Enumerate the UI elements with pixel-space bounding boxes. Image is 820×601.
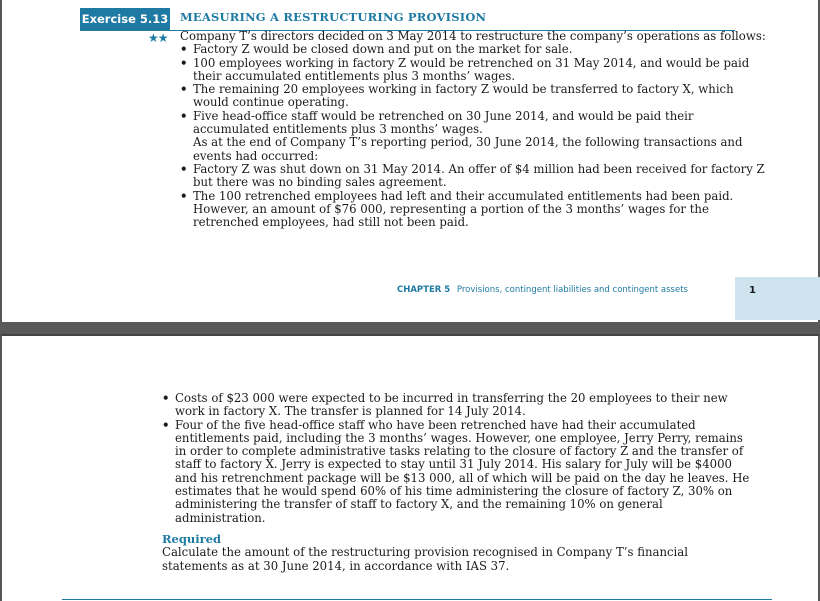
events-intro: As at the end of Company T’s reporting period, 30 June 2014, the following transactions and events had occurred: — [193, 135, 743, 163]
exercise-body — [180, 30, 770, 229]
list-item: • Four of the five head-office staff who have been retrenched have had their accumulated entitlements paid, including the 3 months’ wages. However, one employee, Jerry Perry, remains in order to complete administrative tasks relating to the closure of factory Z and the transfer of staff to factory X. Jerry is expected to stay until 31 July 2014. His salary for July will be $4000 and his retrenchment package will be $13 000, all of which will be paid on the day he leaves. He estimates that he would spend 60% of his time administering the closure of factory Z, 30% on administering the transfer of staff to factory X, and the remaining 10% on general administration. — [162, 419, 752, 525]
page-2 — [0, 334, 820, 601]
page-number: 1 — [735, 277, 820, 320]
list-item: • Factory Z was shut down on 31 May 2014. An offer of $4 million had been received for factory Z but there was no binding sales agreement. — [180, 163, 770, 190]
events-list — [180, 163, 770, 229]
difficulty-stars-icon: ★★ — [148, 31, 168, 45]
list-item: • 100 employees working in factory Z would be retrenched on 31 May 2014, and would be paid their accumulated entitlements plus 3 months’ wages. — [180, 57, 770, 84]
list-item: • The remaining 20 employees working in factory Z would be transferred to factory X, which would continue operating. — [180, 83, 770, 110]
footer-title: Provisions, contingent liabilities and contingent assets — [456, 285, 688, 295]
list-item: • Five head-office staff would be retrenched on 30 June 2014, and would be paid their accumulated entitlements plus 3 months’ wages. — [180, 110, 770, 137]
bottom-rule — [62, 599, 772, 600]
page-separator — [0, 322, 820, 334]
list-item: • The 100 retrenched employees had left and their accumulated entitlements had been paid. However, an amount of $76 000, representing a portion of the 3 months’ wages for the retrenched employees, had still not been paid. — [180, 190, 770, 230]
required-text: Calculate the amount of the restructuring provision recognised in Company T’s financial statements as at 30 June 2014, in accordance with IAS 37. — [162, 545, 689, 573]
required-heading: Required — [162, 531, 222, 546]
exercise-label: Exercise 5.13 — [80, 8, 170, 30]
exercise-title: MEASURING A RESTRUCTURING PROVISION — [180, 10, 487, 24]
plan-list — [180, 43, 770, 136]
footer-chapter: CHAPTER 5 — [397, 285, 451, 295]
exercise-body-continued — [162, 392, 752, 573]
page-footer — [397, 285, 688, 295]
list-item: • Factory Z would be closed down and put on the market for sale. — [180, 43, 770, 56]
list-item: • Costs of $23 000 were expected to be incurred in transferring the 20 employees to their new work in factory X. The transfer is planned for 14 July 2014. — [162, 392, 752, 419]
intro-text: Company T’s directors decided on 3 May 2014 to restructure the company’s operations as follows: — [180, 29, 766, 43]
events-list-continued — [162, 392, 752, 525]
